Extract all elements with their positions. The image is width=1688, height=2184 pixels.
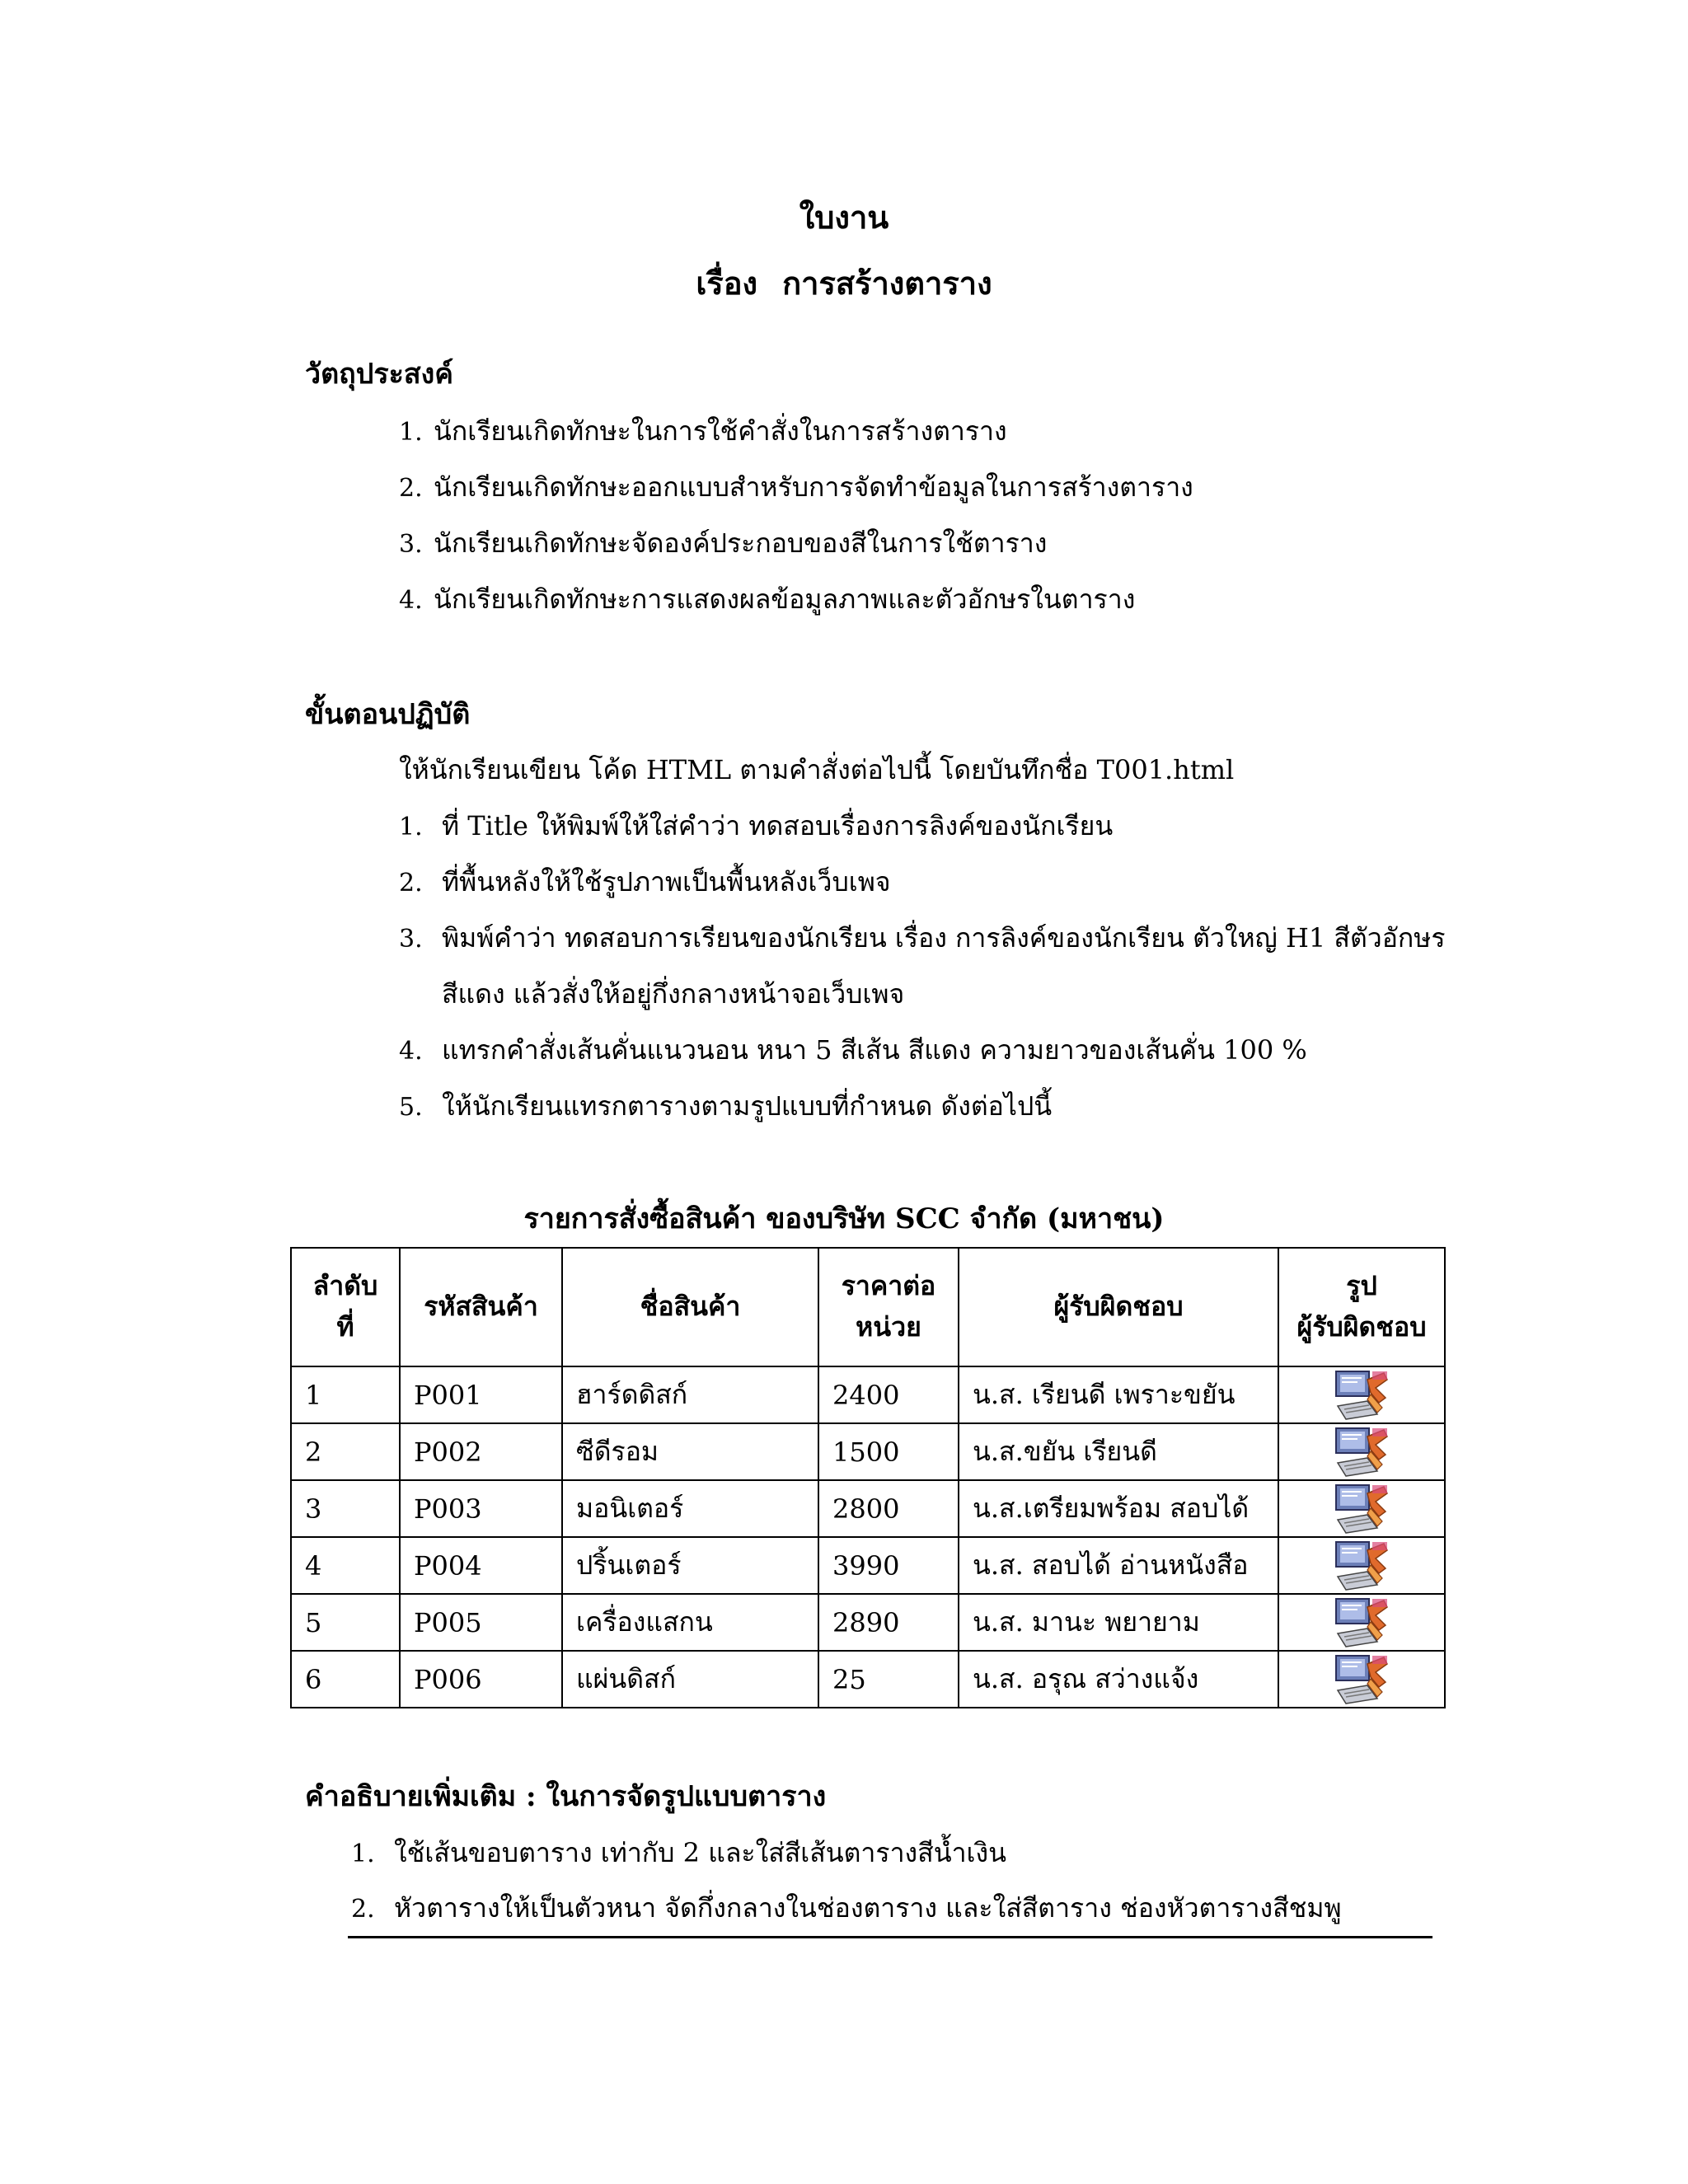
header-seq: ลำดับ ที่ bbox=[291, 1248, 400, 1366]
cell-price: 2890 bbox=[818, 1594, 959, 1651]
cell-code: P003 bbox=[400, 1480, 562, 1537]
cell-code: P006 bbox=[400, 1651, 562, 1708]
cell-owner: น.ส. มานะ พยายาม bbox=[959, 1594, 1278, 1651]
procedure-step: 2. ที่พื้นหลังให้ใช้รูปภาพเป็นพื้นหลังเว็บเพจ bbox=[399, 866, 891, 898]
products-table bbox=[290, 1247, 1446, 1708]
procedure-step: 5. ให้นักเรียนแทรกตารางตามรูปแบบที่กำหนด ดังต่อไปนี้ bbox=[399, 1090, 1053, 1122]
table-row bbox=[291, 1423, 1445, 1480]
note-item: 1. ใช้เส้นขอบตาราง เท่ากับ 2 และใส่สีเส้นตารางสีน้ำเงิน bbox=[351, 1837, 1006, 1868]
notes-heading: คำอธิบายเพิ่มเติม : ในการจัดรูปแบบตาราง bbox=[305, 1780, 827, 1813]
procedure-step-continuation: สีแดง แล้วสั่งให้อยู่กึ่งกลางหน้าจอเว็บเพจ bbox=[442, 978, 905, 1010]
header-owner: ผู้รับผิดชอบ bbox=[959, 1248, 1278, 1366]
page-title: ใบงาน bbox=[799, 199, 889, 236]
objective-item: 2. นักเรียนเกิดทักษะออกแบบสำหรับการจัดทำข้อมูลในการสร้างตาราง bbox=[399, 471, 1193, 503]
objectives-heading: วัตถุประสงค์ bbox=[305, 358, 453, 391]
cell-price: 3990 bbox=[818, 1537, 959, 1594]
objective-item: 4. นักเรียนเกิดทักษะการแสดงผลข้อมูลภาพและตัวอักษรในตาราง bbox=[399, 583, 1136, 615]
cell-name: ฮาร์ดดิสก์ bbox=[562, 1366, 818, 1423]
procedure-heading: ขั้นตอนปฏิบัติ bbox=[305, 698, 471, 731]
cell-price: 2400 bbox=[818, 1366, 959, 1423]
cell-code: P001 bbox=[400, 1366, 562, 1423]
header-photo: รูป ผู้รับผิดชอบ bbox=[1278, 1248, 1445, 1366]
cell-owner: น.ส. อรุณ สว่างแจ้ง bbox=[959, 1651, 1278, 1708]
procedure-step: 3. พิมพ์คำว่า ทดสอบการเรียนของนักเรียน เรื่อง การลิงค์ของนักเรียน ตัวใหญ่ H1 สีตัวอักษร bbox=[399, 922, 1446, 954]
computer-clipart-icon bbox=[1279, 1483, 1444, 1535]
objective-item: 1. นักเรียนเกิดทักษะในการใช้คำสั่งในการสร้างตาราง bbox=[399, 415, 1007, 447]
cell-photo bbox=[1278, 1594, 1445, 1651]
cell-seq: 1 bbox=[291, 1366, 400, 1423]
cell-code: P005 bbox=[400, 1594, 562, 1651]
table-row bbox=[291, 1366, 1445, 1423]
table-row bbox=[291, 1594, 1445, 1651]
cell-name: ซีดีรอม bbox=[562, 1423, 818, 1480]
computer-clipart-icon bbox=[1279, 1427, 1444, 1478]
subtitle-prefix: เรื่อง bbox=[696, 265, 758, 302]
cell-name: มอนิเตอร์ bbox=[562, 1480, 818, 1537]
objective-item: 3. นักเรียนเกิดทักษะจัดองค์ประกอบของสีในการใช้ตาราง bbox=[399, 527, 1048, 559]
computer-clipart-icon bbox=[1279, 1370, 1444, 1421]
header-name: ชื่อสินค้า bbox=[562, 1248, 818, 1366]
cell-photo bbox=[1278, 1651, 1445, 1708]
cell-seq: 6 bbox=[291, 1651, 400, 1708]
cell-photo bbox=[1278, 1423, 1445, 1480]
cell-seq: 5 bbox=[291, 1594, 400, 1651]
cell-owner: น.ส.ขยัน เรียนดี bbox=[959, 1423, 1278, 1480]
cell-code: P004 bbox=[400, 1537, 562, 1594]
header-price: ราคาต่อ หน่วย bbox=[818, 1248, 959, 1366]
computer-clipart-icon bbox=[1279, 1597, 1444, 1648]
cell-price: 1500 bbox=[818, 1423, 959, 1480]
cell-photo bbox=[1278, 1537, 1445, 1594]
table-row bbox=[291, 1537, 1445, 1594]
cell-name: ปริ้นเตอร์ bbox=[562, 1537, 818, 1594]
bottom-rule bbox=[348, 1936, 1432, 1938]
cell-name: แผ่นดิสก์ bbox=[562, 1651, 818, 1708]
cell-owner: น.ส. เรียนดี เพราะขยัน bbox=[959, 1366, 1278, 1423]
cell-seq: 3 bbox=[291, 1480, 400, 1537]
cell-owner: น.ส. สอบได้ อ่านหนังสือ bbox=[959, 1537, 1278, 1594]
cell-price: 25 bbox=[818, 1651, 959, 1708]
computer-clipart-icon bbox=[1279, 1540, 1444, 1591]
table-header-row bbox=[291, 1248, 1445, 1366]
table-caption: รายการสั่งซื้อสินค้า ของบริษัท SCC จำกัด (มหาชน) bbox=[523, 1202, 1165, 1235]
subtitle-topic: การสร้างตาราง bbox=[782, 265, 992, 302]
cell-code: P002 bbox=[400, 1423, 562, 1480]
note-item: 2. หัวตารางให้เป็นตัวหนา จัดกึ่งกลางในช่องตาราง และใส่สีตาราง ช่องหัวตารางสีชมพู bbox=[351, 1892, 1342, 1924]
cell-photo bbox=[1278, 1480, 1445, 1537]
page-subtitle bbox=[0, 265, 1688, 302]
cell-photo bbox=[1278, 1366, 1445, 1423]
computer-clipart-icon bbox=[1279, 1654, 1444, 1705]
table-row bbox=[291, 1480, 1445, 1537]
cell-seq: 2 bbox=[291, 1423, 400, 1480]
cell-owner: น.ส.เตรียมพร้อม สอบได้ bbox=[959, 1480, 1278, 1537]
header-code: รหัสสินค้า bbox=[400, 1248, 562, 1366]
table-row bbox=[291, 1651, 1445, 1708]
procedure-step: 4. แทรกคำสั่งเส้นคั่นแนวนอน หนา 5 สีเส้น สีแดง ความยาวของเส้นคั่น 100 % bbox=[399, 1034, 1307, 1066]
cell-name: เครื่องแสกน bbox=[562, 1594, 818, 1651]
procedure-intro: ให้นักเรียนเขียน โค้ด HTML ตามคำสั่งต่อไปนี้ โดยบันทึกชื่อ T001.html bbox=[399, 754, 1235, 785]
procedure-step: 1. ที่ Title ให้พิมพ์ให้ใส่คำว่า ทดสอบเรื่องการลิงค์ของนักเรียน bbox=[399, 810, 1114, 841]
cell-price: 2800 bbox=[818, 1480, 959, 1537]
cell-seq: 4 bbox=[291, 1537, 400, 1594]
